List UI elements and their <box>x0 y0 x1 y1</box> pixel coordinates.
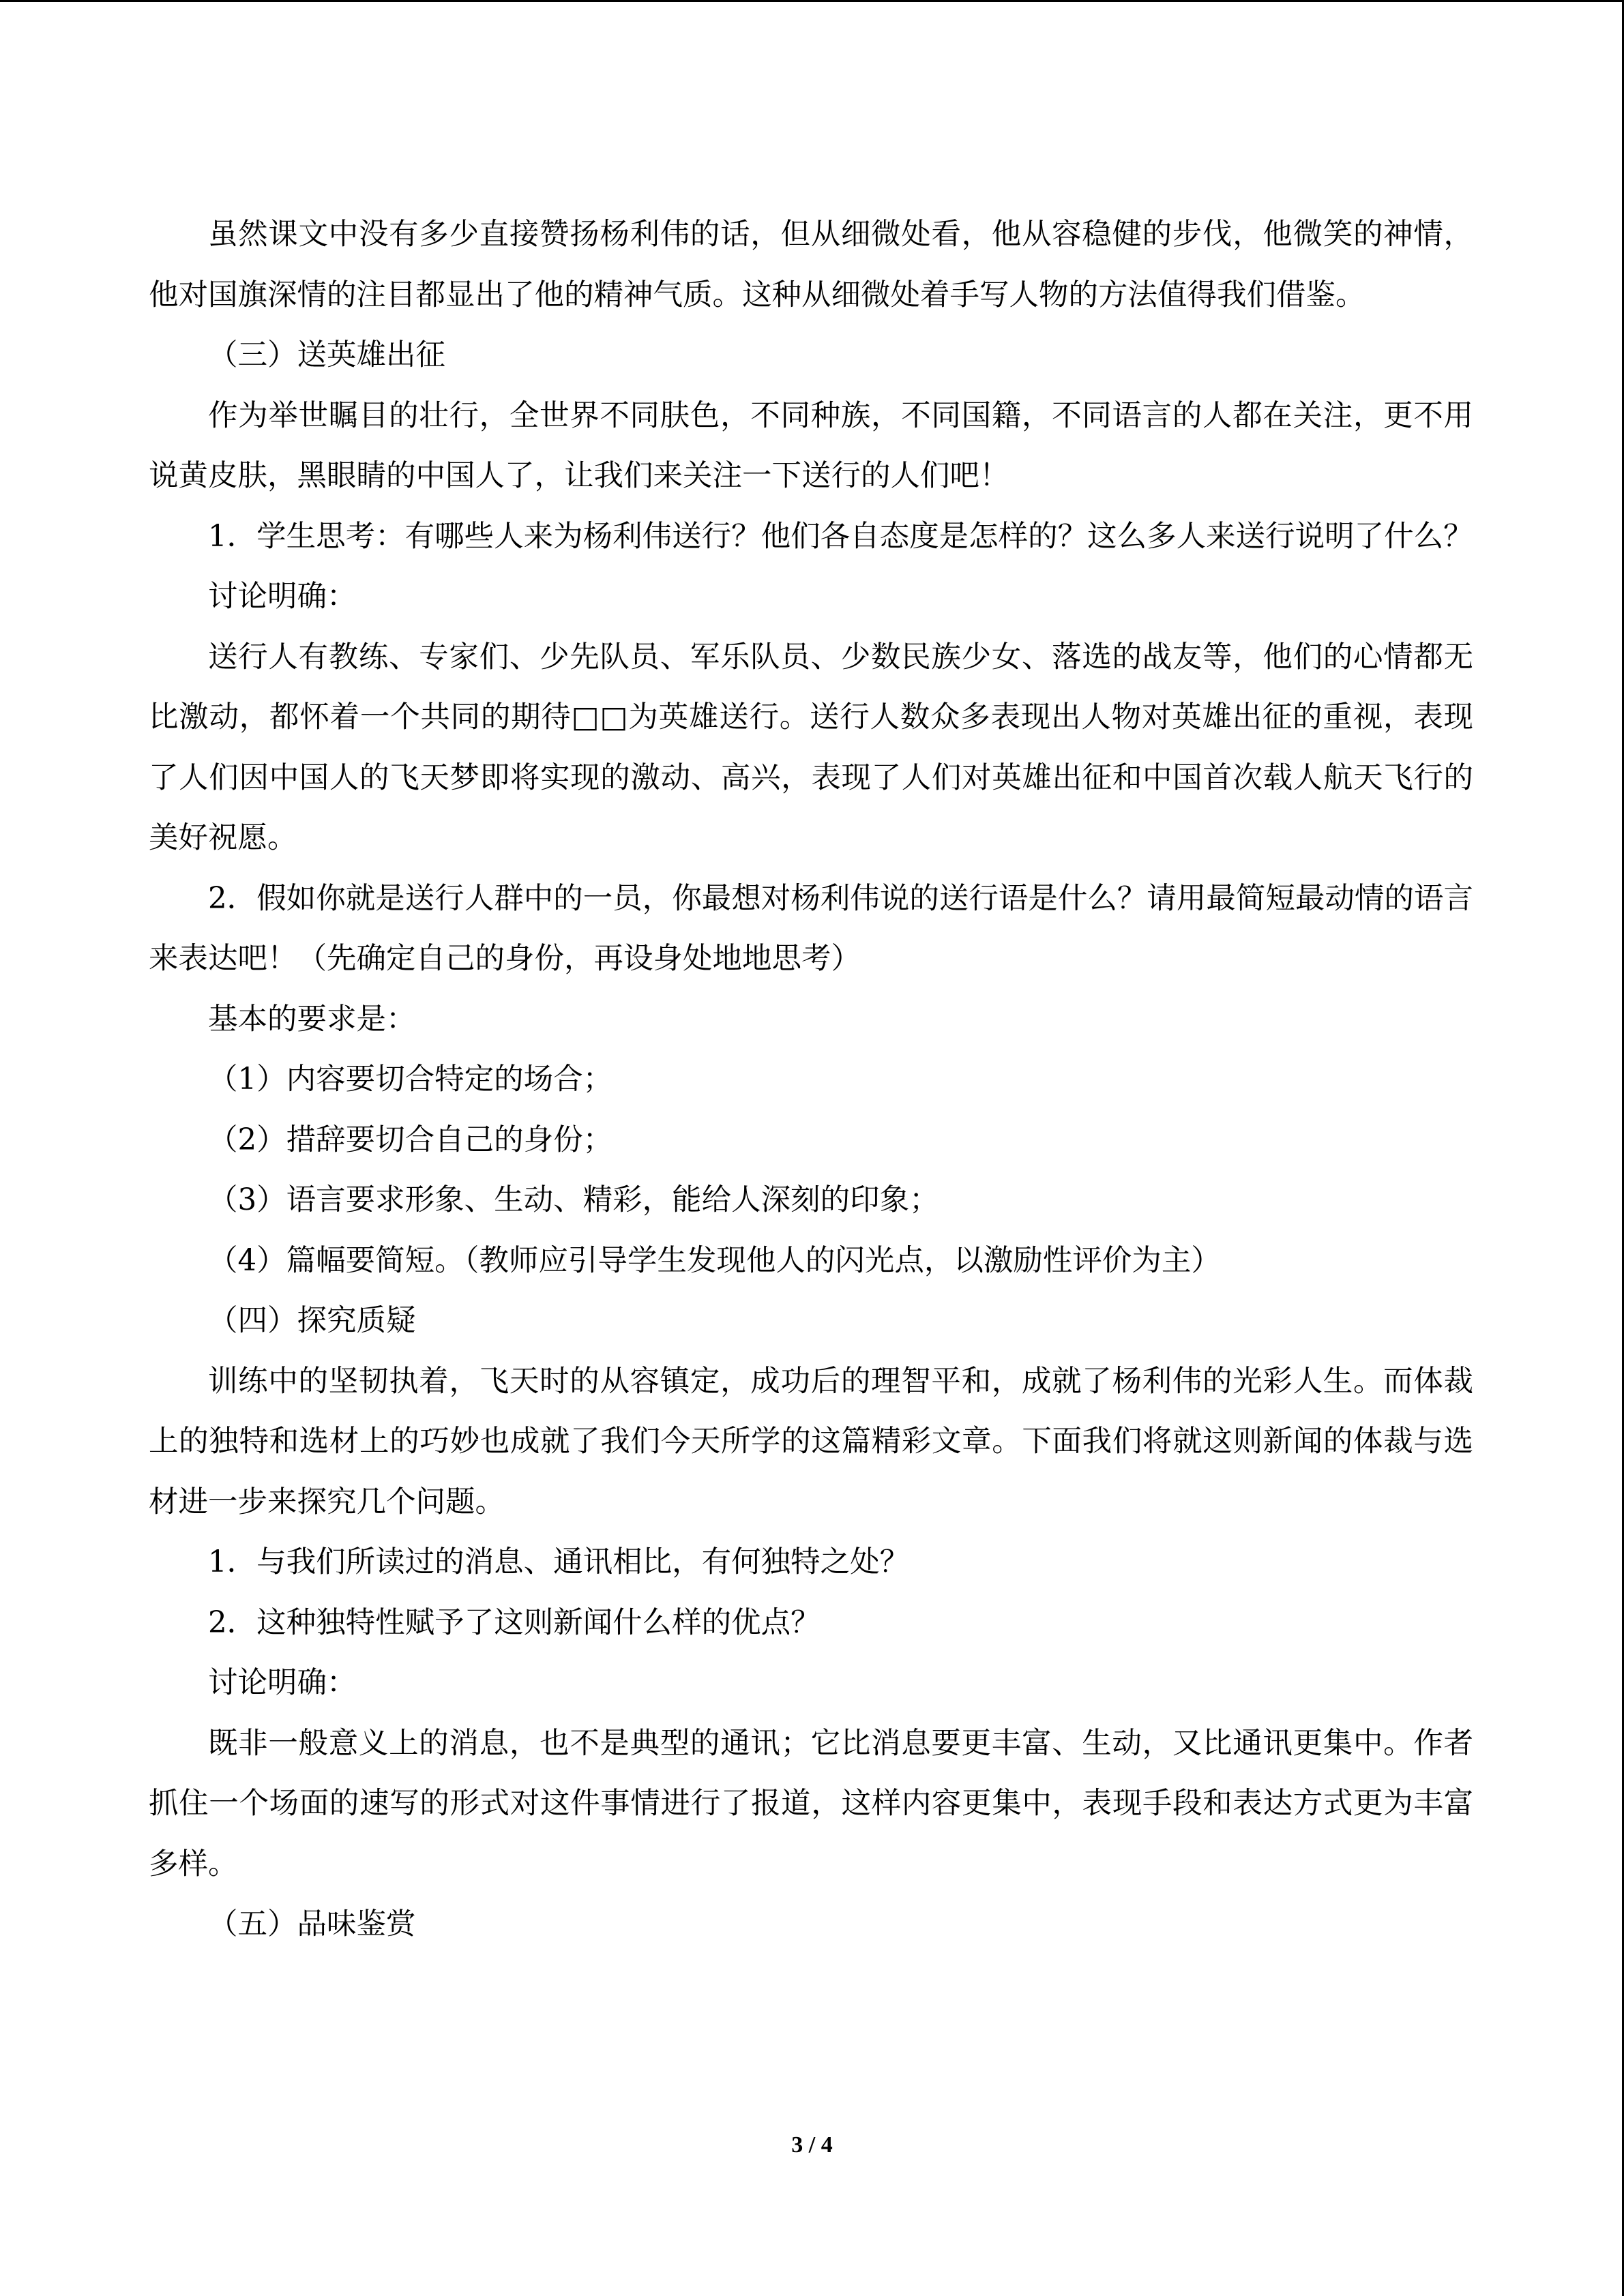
section-heading-4: （四）探究质疑 <box>208 1304 416 1338</box>
page-number: 3 / 4 <box>791 2132 833 2158</box>
section-heading-5: （五）品味鉴赏 <box>208 1907 416 1941</box>
paragraph-inquiry-intro: 训练中的坚韧执着，飞天时的从容镇定，成功后的理智平和，成就了杨利伟的光彩人生。而体裁上的独特和选材上的巧妙也成就了我们今天所学的这篇精彩文章。下面我们将就这则新闻的体裁与选材进一步来探究几个问题。 <box>149 1364 1473 1519</box>
paragraph-send-off-intro: 作为举世瞩目的壮行，全世界不同肤色，不同种族，不同国籍，不同语言的人都在关注，更不用说黄皮肤，黑眼睛的中国人了，让我们来关注一下送行的人们吧！ <box>149 398 1473 493</box>
requirement-3: （3）语言要求形象、生动、精彩，能给人深刻的印象； <box>208 1183 939 1217</box>
page-top-border <box>0 0 1624 2</box>
requirement-2: （2）措辞要切合自己的身份； <box>208 1122 613 1157</box>
section-heading-3: （三）送英雄出征 <box>208 338 445 372</box>
requirements-label: 基本的要求是： <box>208 1002 416 1037</box>
document-body <box>149 205 1473 1955</box>
paragraph-genre-answer: 既非一般意义上的消息，也不是典型的通讯；它比消息要更丰富、生动，又比通讯更集中。作者抓住一个场面的速写的形式对这件事情进行了报道，这样内容更集中，表现手段和表达方式更为丰富多样。 <box>149 1726 1473 1881</box>
requirement-1: （1）内容要切合特定的场合； <box>208 1062 613 1097</box>
paragraph-send-off-answer: 送行人有教练、专家们、少先队员、军乐队员、少数民族少女、落选的战友等，他们的心情都无比激动，都怀着一个共同的期待□□为英雄送行。送行人数众多表现出人物对英雄出征的重视，表现了人们因中国人的飞天梦即将实现的激动、高兴，表现了人们对英雄出征和中国首次载人航天飞行的美好祝愿。 <box>149 640 1473 855</box>
inquiry-question-1: 1．与我们所读过的消息、通讯相比，有何独特之处？ <box>208 1545 910 1579</box>
requirement-4: （4）篇幅要简短。（教师应引导学生发现他人的闪光点，以激励性评价为主） <box>208 1243 1221 1278</box>
paragraph-detail-writing: 虽然课文中没有多少直接赞扬杨利伟的话，但从细微处看，他从容稳健的步伐，他微笑的神情，他对国旗深情的注目都显出了他的精神气质。这种从细微处着手写人物的方法值得我们借鉴。 <box>149 218 1473 312</box>
inquiry-question-2: 2．这种独特性赋予了这则新闻什么样的优点？ <box>208 1605 821 1640</box>
discussion-label-2: 讨论明确： <box>208 1666 357 1700</box>
question-1-send-off: 1．学生思考：有哪些人来为杨利伟送行？他们各自态度是怎样的？这么多人来送行说明了什么？ <box>208 519 1473 554</box>
question-2-farewell-words: 2．假如你就是送行人群中的一员，你最想对杨利伟说的送行语是什么？请用最简短最动情的语言来表达吧！（先确定自己的身份，再设身处地地思考） <box>149 881 1473 976</box>
discussion-label: 讨论明确： <box>208 580 357 614</box>
